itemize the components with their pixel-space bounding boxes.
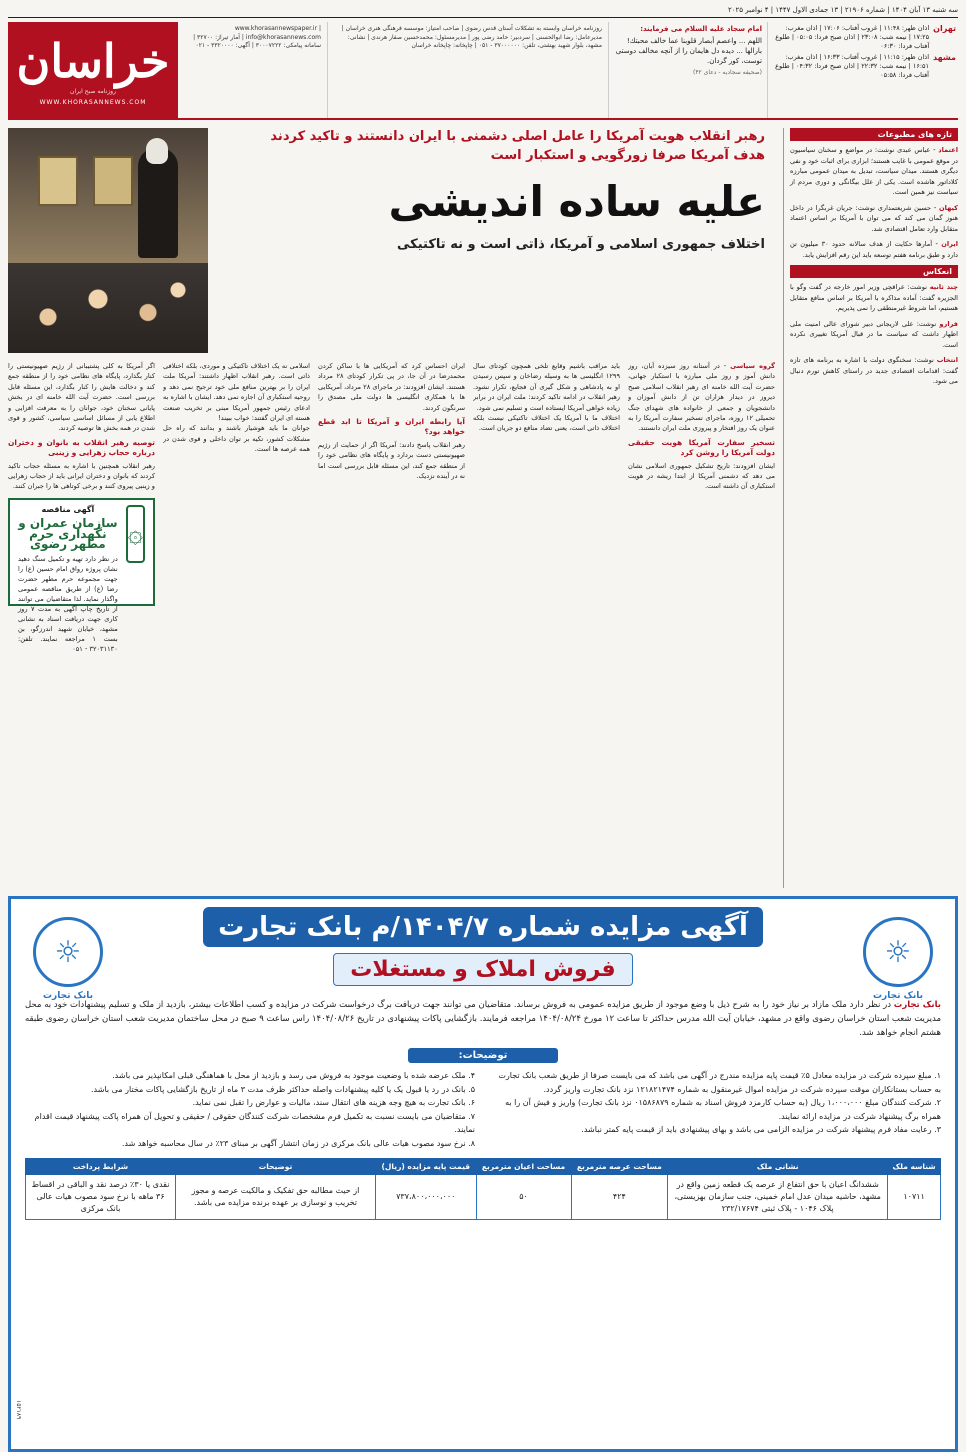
ad-code: ۱۵۲۱۸۹ (15, 1399, 22, 1419)
bank-logo-icon: ☼ (33, 917, 103, 987)
bank-logo-icon: ☼ (863, 917, 933, 987)
notes-list-left (25, 1069, 475, 1150)
snippet-source: انتخاب (936, 356, 958, 364)
logo-subtitle: روزنامه صبح ایران (70, 88, 116, 95)
auction-title: آگهی مزایده شماره ۱۴۰۴/۷/م بانک تجارت (203, 907, 763, 947)
note-item: ۵. بانک در رد یا قبول یک یا کلیه پیشنهادات واصله حداکثر ظرف مدت ۳ ماه از تاریخ بازگشایی پاکات مختار می باشد. (91, 1084, 475, 1094)
lead-kicker-secondary: هدف آمریکا صرفا زورگویی و استکبار است (490, 148, 765, 163)
table-cell: ۱۰۷۱۱ (888, 1175, 941, 1220)
note-item: ۲. شرکت کنندگان مبلغ ۱،۰۰۰،۰۰۰ ریال (به حساب کارمزد فروش اسناد به شماره ۰۱۵۸۶۸۷۹ نزد بانک تجارت) واریز و فیش آن را به همراه برگ پیشنهاد شرکت در مزایده ارائه نمایند. (505, 1098, 941, 1121)
note-item: ۶. بانک تجارت به هیچ وجه هزینه های انتقال سند، مالیات و عوارض را تقبل نمی نماید. (192, 1098, 475, 1107)
news-snippet (790, 203, 958, 235)
auction-subtitle: فروش املاک و مستغلات (333, 953, 633, 986)
article-text: اسلامی نه یک اختلاف تاکتیکی و موردی، بلکه اختلافی ذاتی است. رهبر انقلاب اظهار داشتند: آمریکا ملت ایران را بر بهترین منافع ملی خود ترجیح نمی دهد و روحیه استکباری آن اجازه نمی دهد. ایشان با اشاره به ادعای رئیس جمهور آمریکا مبنی بر تخریب صنعت هسته ای ایران گفتند: خواب ببیند! (163, 362, 310, 423)
dateline: سه شنبه ۱۳ آبان ۱۴۰۴ | شماره ۲۱۹۰۶ | ۱۳ جمادی الاول ۱۴۴۷ | ۴ نوامبر ۲۰۲۵ (8, 6, 958, 18)
article-subheading: توصیه رهبر انقلاب به بانوان و دختران درباره حجاب زهرایی و زینبی (8, 437, 155, 458)
quote-reference: (صحیفه سجادیه - دعای ۴۲) (692, 69, 762, 76)
contact-info: www.khorasannewspaper.ir | info@khorasannews.com | آمار تیراژ: ۳۲۷۰۰ | سامانه پیامکی: ۳۰۰۰۷۲۲۲ | آگهی: ۳۳۲۰۰۰۰ - ۰۲۱ (178, 22, 328, 118)
masthead (8, 22, 958, 120)
prayer-times-text: اذان ظهر: ۱۱:۱۵ | غروب آفتاب: ۱۶:۳۳ | اذان مغرب: ۱۶:۵۱ | نیمه شب: ۲۲:۳۲ | اذان صبح فردا: ۰۴:۳۲ | طلوع آفتاب فردا: ۰۵:۵۸ (775, 53, 929, 79)
prayer-times-text: اذان ظهر: ۱۱:۴۸ | غروب آفتاب: ۱۷:۰۶ | اذان مغرب: ۱۷:۲۵ | نیمه شب: ۲۳:۰۸ | اذان صبح فردا: ۰۵:۰۵ | طلوع آفتاب فردا: ۰۶:۳۰ (775, 24, 930, 50)
prayer-mashhad (770, 53, 956, 80)
column-header: شناسه ملک (888, 1159, 941, 1175)
article-column (473, 361, 620, 881)
article-column (8, 361, 155, 881)
table-cell: نقدی یا ۳۰٪ درصد نقد و الباقی در اقساط ۳۶ ماهه با نرخ سود مصوب هیات عالی بانک مرکزی (26, 1175, 176, 1220)
column-header: شرایط پرداخت (26, 1159, 176, 1175)
table-cell: ۷۳۷،۸۰۰،۰۰۰،۰۰۰ (376, 1175, 477, 1220)
snippet-text: - آمارها حکایت از هدف سالانه حدود ۳۰ میلیون تن دارد و طبق برنامه هفتم توسعه باید این رقم افزایش یابد. (790, 240, 958, 259)
snippet-text: - حسین شریعتمداری نوشت: جریان غربگرا در داخل هنوز گمان می کند که می توان با آمریکا بر اساس اعتماد متقابل وارد تعامل اقتصادی شد. (790, 203, 958, 233)
photo-portrait-frame (93, 156, 133, 206)
photo-speaker-head (146, 138, 168, 164)
snippet-source: کیهان (939, 203, 958, 212)
article-text: اختلاف ما با آمریکا یک اختلاف تاکتیکی نیست بلکه اختلاف ذاتی است، یعنی تضاد منافع دو جریان است. (473, 414, 620, 433)
article-column (628, 361, 775, 881)
publisher-info: روزنامه خراسان وابسته به تشکلات آستان قدس رضوی | صاحب امتیاز: موسسه فرهنگی هنری خراسان | مدیرعامل: رضا ابوالحسنی | سردبیر: حامد رضی پور | مدیرمسئول: محمدحسین صفار هرندی | نشانی: مشهد، بلوار شهید بهشتی، تلفن: ۳۷۰۰۰۰۰۰ - ۰۵۱ | چاپخانه: چاپخانه خراسان (341, 25, 602, 49)
lead-text (208, 128, 775, 353)
column-header: مساحت اعیان مترمربع (476, 1159, 571, 1175)
shrine-emblem-icon: ۞ (126, 505, 145, 563)
page-headline: علیه ساده اندیشی (388, 177, 765, 226)
article-columns (8, 361, 775, 881)
note-item: ۳. رعایت مفاد فرم پیشنهاد شرکت در مزایده الزامی می باشد و بهای پیشنهادی باید از قیمت پایه کمتر نباشد. (581, 1125, 941, 1134)
article-text: اگر آمریکا به کلی پشتیبانی از رژیم صهیونیستی را کنار بگذارد، پایگاه های نظامی خود را از منطقه جمع کند و دخالت هایش را کنار بگذارد، این مسئله قابل بررسی است. حضرت آیت الله خامنه ای در بخش پایانی سخنان خود، جوانان را به معرفت افزایی و اطلاع یابی از مسائل اساسی سیاسی، کشور و قوی شدن در همه بخش ها توصیه کردند. (8, 362, 155, 433)
news-snippet (790, 145, 958, 198)
article-text: جوانان ما باید هوشیار باشند و بدانند که راه حل مشکلات کشور، تکیه بر توان داخلی و قوی شدن در همه عرصه ها است. (163, 424, 310, 454)
column-header: مساحت عرصه مترمربع (571, 1159, 668, 1175)
article-column (318, 361, 465, 881)
article-text: رهبر انقلاب پاسخ دادند: آمریکا اگر از حمایت از رژیم صهیونیستی دست بردارد و پایگاه های نظامی خود را از منطقه جمع کند، این مسئله قابل بررسی است اما نه در آینده نزدیک. (318, 440, 465, 481)
news-snippet (790, 239, 958, 260)
snippet-source: چند ثانیه (929, 283, 958, 291)
note-item: ۱. مبلغ سپرده شرکت در مزایده معادل ۵٪ قیمت پایه مزایده مندرج در آگهی می باشد که می بایست صرفا از طریق شعب بانک تجارت به حساب بستانکاران موقت سپرده شرکت در مزایده اموال غیرمنقول به شماره ۱۲۱۸۲۱۴۷۴ نزد بانک تجارت واریز گردد. (498, 1071, 941, 1094)
article-column (163, 361, 310, 881)
property-table (25, 1158, 941, 1220)
lead-subhead: اختلاف جمهوری اسلامی و آمریکا، ذاتی است و نه تاکتیکی (397, 237, 765, 252)
article-text: - در آستانه روز سیزده آبان، روز دانش آموز و روز ملی مبارزه با استکبار جهانی، حضرت آیت الله خامنه ای رهبر انقلاب اسلامی صبح دیروز در دیدار هزاران تن از دانش آموزان و دانشجویان و جمعی از خانواده های شهدای جنگ تحمیلی ۱۲ روزه، ماجرای تسخیر سفارت آمریکا را به عنوان یک روز افتخار و پیروزی ملت ایران دانستند. (628, 362, 775, 433)
note-item: ۴. ملک عرضه شده با وضعیت موجود به فروش می رسد و بازدید از محل با هماهنگی قبلی امکانپذیر می باشد. (112, 1071, 475, 1080)
article-text: باید مراقب باشیم وقایع تلخی همچون کودتای سال ۱۲۹۹ انگلیسی ها به وسیله رضاخان و سپس رسیدن او به پادشاهی و شکل گیری آن فجایع، تکرار نشود. رهبر انقلاب در ادامه تاکید کردند: ملت ایران در برابر زیاده خواهی آمریکا ایستاده است و تسلیم نمی شود. (473, 362, 620, 412)
article-text: ایشان افزودند: تاریخ تشکیل جمهوری اسلامی نشان می دهد که دشمنی آمریکا از ابتدا ریشه در هویت استکباری آن داشته است. (628, 461, 775, 491)
notes-title: توضیحات: (408, 1048, 558, 1063)
article-byline: گروه سیاسی (730, 362, 775, 370)
table-cell: از حیث مطالبه حق تفکیک و مالکیت عرصه و مجوز تخریب و نوسازی بر عهده برنده مزایده می باشد. (176, 1175, 376, 1220)
notes-list-right (491, 1069, 941, 1150)
snippet-text: نوشت: علی لاریجانی دبیر شورای عالی امنیت ملی اظهار داشت که سیاست ما در قبال آمریکا تغییری نکرده است. (790, 319, 958, 349)
auction-notes (25, 1069, 941, 1150)
snippet-source: فرارو (939, 319, 958, 328)
column-header: توضیحات (176, 1159, 376, 1175)
news-snippet (790, 282, 958, 314)
section-header: انعکاس (790, 265, 958, 278)
article-text: ایران احساس کرد که آمریکایی ها با ساکن کردن محمدرضا در آن جا، در پی تکرار کودتای ۲۸ مرداد هستند. ایشان افزودند: در ماجرای ۲۸ مرداد، آمریکایی ها با همکاری انگلیسی ها دولت ملی مصدق را سرنگون کردند. (318, 362, 465, 412)
snippet-text: نوشت: سخنگوی دولت با اشاره به برنامه های تازه گفت: اقدامات اقتصادی جدید در راستای کاهش تورم دنبال می شود. (790, 356, 958, 385)
logo-url: WWW.KHORASANNEWS.COM (39, 99, 147, 106)
column-header: قیمت پایه مزایده (ریال) (376, 1159, 477, 1175)
photo-crowd (8, 263, 208, 353)
prayer-tehran (770, 24, 956, 51)
photo-portrait-frame (38, 156, 78, 206)
note-item: ۷. متقاضیان می بایست نسبت به تکمیل فرم مشخصات شرکت کنندگان حقوقی / حقیقی و تحویل آن همراه پاکت پیشنهاد قیمت اقدام نمایند. (34, 1111, 475, 1134)
snippet-text: نوشت: عراقچی وزیر امور خارجه در گفت وگو با الجزیره گفت: آماده مذاکره با آمریکا بر اساس منافع متقابل هستیم، اما شروط غیرمنطقی را نمی پذیریم. (790, 283, 958, 312)
bank-name: بانک تجارت (893, 1000, 942, 1010)
sidebar (783, 128, 958, 888)
note-item: ۸. نرخ سود مصوب هیات عالی بانک مرکزی در زمان انتشار آگهی بر مبنای ۲۳٪ در سال محاسبه خواهد شد. (121, 1138, 475, 1148)
table-cell: ۴۲۴ (571, 1175, 668, 1220)
prayer-times (768, 22, 958, 118)
city-name: مشهد (933, 53, 956, 62)
snippet-text: - عباس عبدی نوشت: در مواضع و سخنان سیاسیون در موقع عمومی با غایب هستند؛ ابزاری برای اثبات خود و نفی دیگری هستند. میدان سیاست، تبدیل به میدان عمومی مبارزه کلاداتور هاشده است. یکی از علل بیگانگی و دوری مردم از سیاست نیز همین است. (790, 146, 958, 196)
article-text: رهبر انقلاب همچنین با اشاره به مسئله حجاب تاکید کردند که بانوان و دختران ایرانی باید از حجاب زهرایی و زینبی پیروی کنند و برخی کوتاهی ها را جبران کنند. (8, 461, 155, 491)
quote-text: اللهم ... واعصم أبصار قلوبنا عما خالف محبتك! بارالها ... دیده دل هایمان را از آنچه مخالف دوستی توست، کور گردان. (615, 37, 762, 65)
bank-auction-ad (8, 896, 958, 1452)
article-subheading: تسخیر سفارت آمریکا هویت حقیقی دولت آمریکا را روشن کرد (628, 437, 775, 458)
lead-photo (8, 128, 208, 353)
tender-ad-org: سازمان عمران و نگهداری حرم مطهر رضوی (18, 516, 118, 552)
quote-box (608, 22, 768, 118)
auction-intro (25, 998, 941, 1040)
table-header-row (26, 1159, 941, 1175)
page-body (8, 128, 958, 888)
tender-ad (8, 498, 155, 653)
quote-source: امام سجاد علیه السلام می فرمایند: (640, 25, 762, 33)
logo-name: خراسان (16, 34, 170, 88)
news-snippet (790, 355, 958, 387)
auction-intro-text: در نظر دارد ملک مازاد بر نیاز خود را به شرح ذیل با وضع موجود از طریق مزایده عمومی به فروش برساند. متقاضیان می توانند جهت دریافت برگ درخواست شرکت در مزایده و کسب اطلاعات بیشتر، بازدید از ملک و تسلیم پیشنهادات خود به محل مدیریت شعب استان خراسان رضوی واقع در مشهد، خیابان آیت الله مدرس حداکثر تا ساعت ۱۲ مورخ ۱۴۰۴/۰۸/۲۴ مراجعه فرمایند. بازگشایی پاکات پیشنهادی در تاریخ ۱۴۰۴/۰۸/۲۶ راس ساعت ۹ صبح در محل ساختمان مدیریت شعب استان خراسان رضوی طبقه هشتم انجام خواهد شد. (25, 1000, 941, 1038)
bank-logo-caption: بانک تجارت (873, 991, 923, 1001)
lead-kicker: رهبر انقلاب هویت آمریکا را عامل اصلی دشمنی با ایران دانستند و تاکید کردند (270, 129, 765, 144)
lead-story (8, 128, 775, 353)
city-name: تهران (933, 24, 956, 33)
table-row (26, 1175, 941, 1220)
newspaper-logo (8, 22, 178, 118)
tender-ad-content (18, 504, 118, 653)
bank-logo-caption: بانک تجارت (43, 991, 93, 1001)
main-article (8, 128, 783, 888)
snippet-source: ایران (941, 240, 958, 248)
table-cell: ۵۰ (476, 1175, 571, 1220)
snippet-source: اعتماد (938, 146, 958, 154)
tender-ad-label: آگهی مناقصه (41, 504, 95, 514)
news-snippet (790, 319, 958, 351)
tender-ad-text: در نظر دارد تهیه و تکمیل سنگ دهید نشان پروژه رواق امام حسین (ع) را جهت مجموعه حرم مطهر حضرت رضا (ع) از طریق مناقصه عمومی واگذار نماید. لذا متقاضیان می توانند از تاریخ چاپ آگهی به مدت ۷ روز کاری جهت دریافت اسناد به نشانی مشهد، خیابان شهید اندرزگو، بن بست ۱ مراجعه نمایند. تلفن: ۳۲۰۳۱۱۳۰ - ۰۵۱ (18, 554, 118, 653)
section-header: تازه های مطبوعات (790, 128, 958, 141)
column-header: نشانی ملک (668, 1159, 888, 1175)
photo-speaker-figure (138, 148, 178, 258)
article-subheading: آیا رابطه ایران و آمریکا تا ابد قطع خواهد بود؟ (318, 417, 465, 437)
table-cell: ششدانگ اعیان با حق انتفاع از عرصه یک قطعه زمین واقع در مشهد، حاشیه میدان عدل امام خمینی، جنب سازمان بهزیستی، پلاک ۱۰۴۶ - پلاک ثبتی ۲۳۲/۱۷۶۷۴ (668, 1175, 888, 1220)
